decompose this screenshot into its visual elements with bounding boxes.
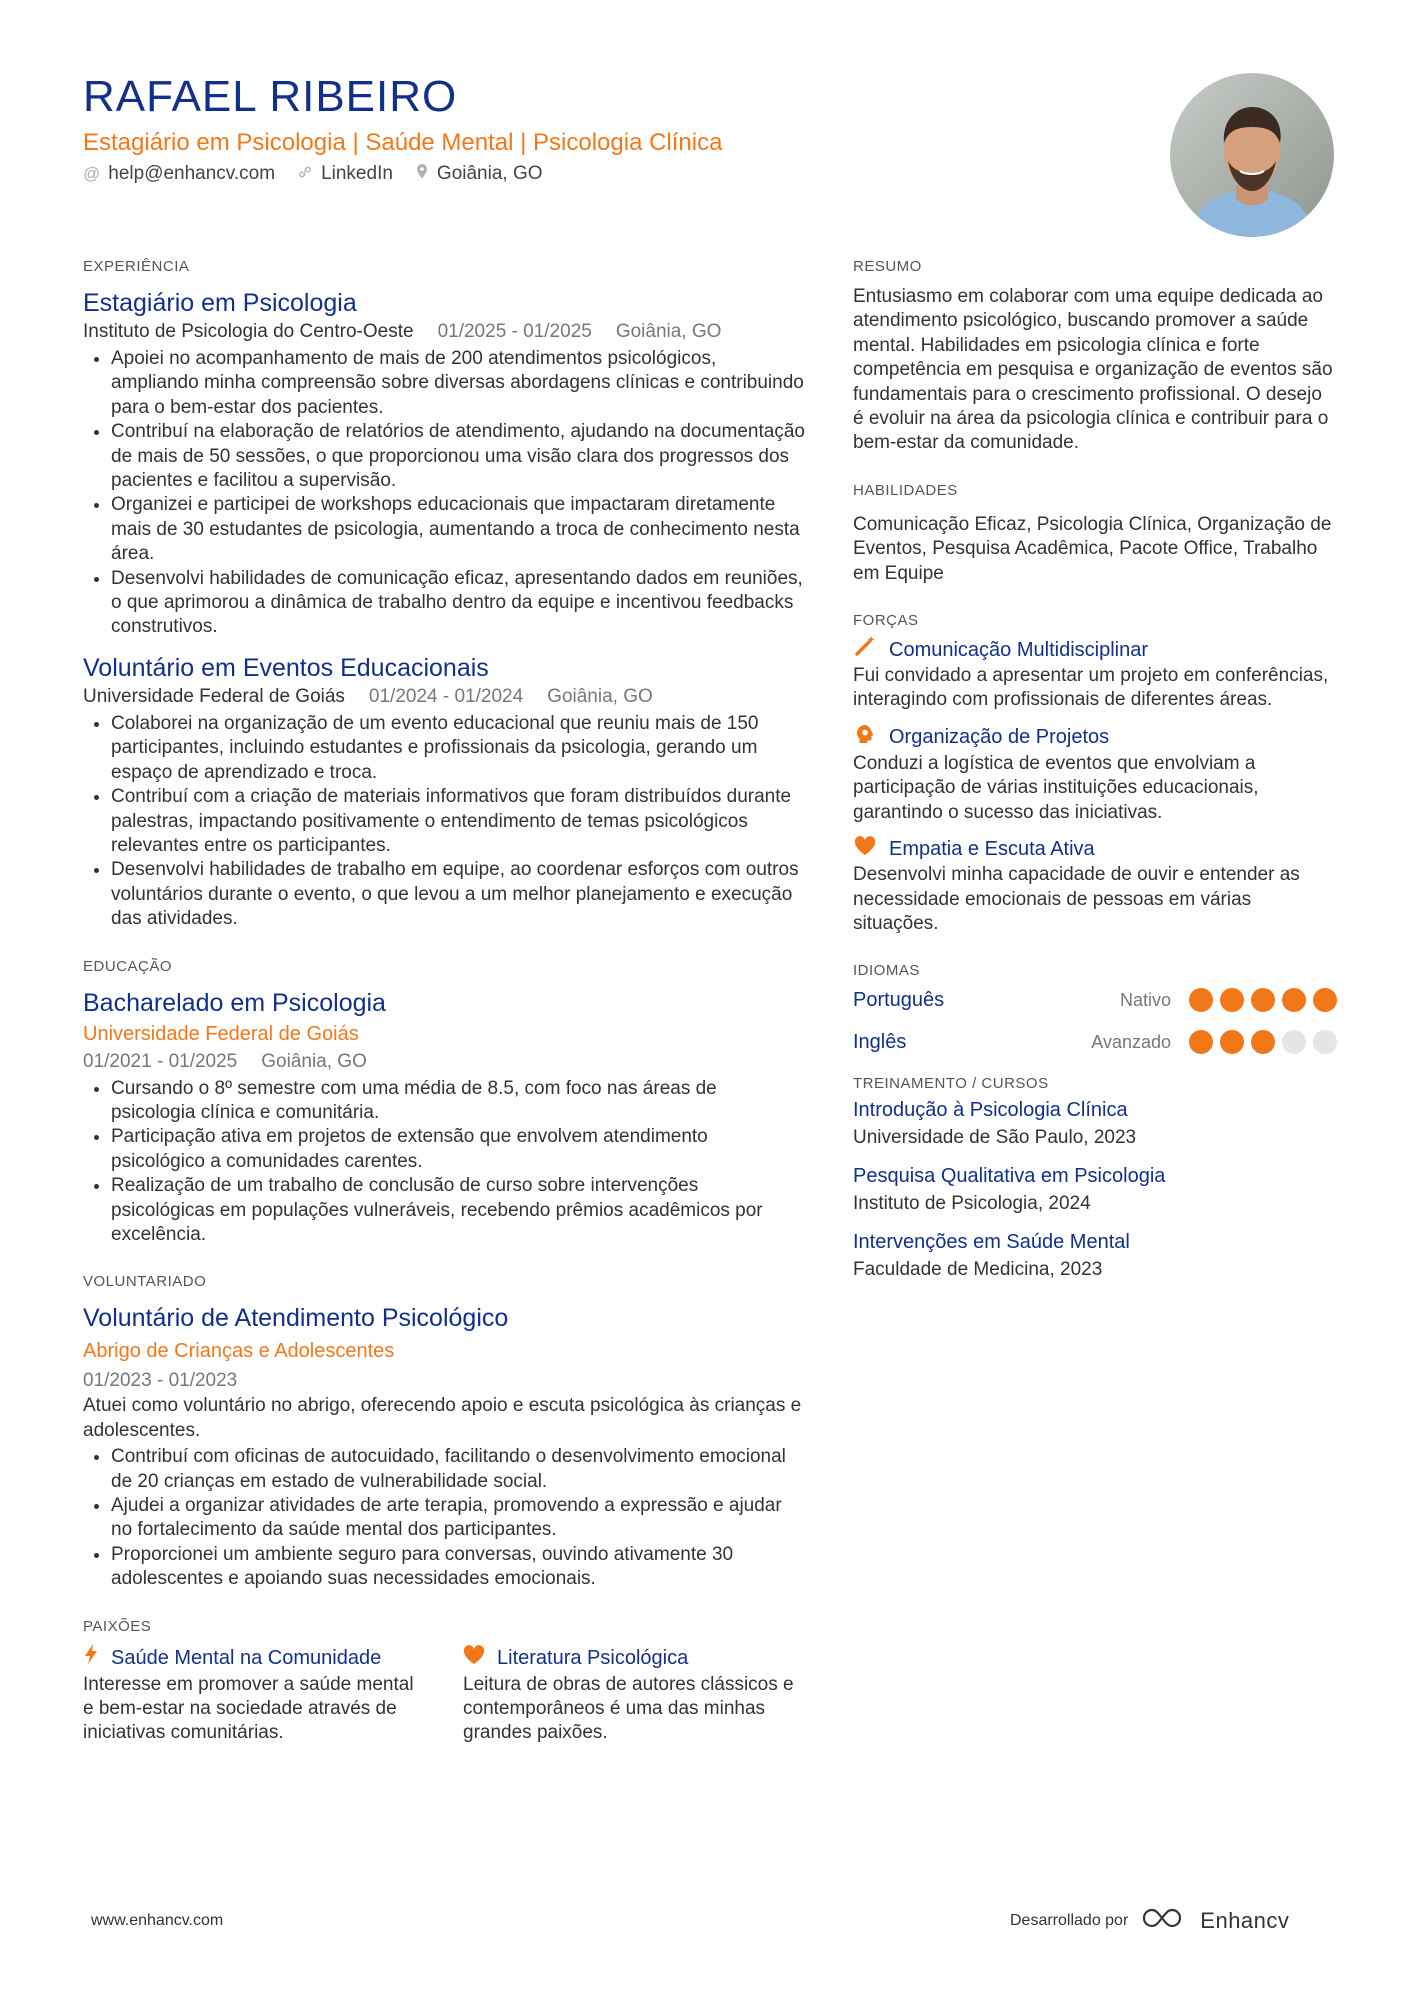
bolt-icon bbox=[83, 1643, 99, 1673]
job-title: Voluntário em Eventos Educacionais bbox=[83, 653, 489, 682]
bullet-item: • Cursando o 8º semestre com uma média de 8.5, com foco nas áreas de psicologia clínica e comunitária. bbox=[111, 1077, 805, 1126]
course-item bbox=[853, 1096, 1337, 1152]
course-item bbox=[853, 1162, 1337, 1218]
volunteer-description: Atuei como voluntário no abrigo, oferecendo apoio e escuta psicológica às crianças e adolescentes. bbox=[83, 1395, 802, 1441]
strength-item bbox=[853, 635, 1337, 713]
footer-brand bbox=[1010, 1906, 1289, 1935]
passion-text: Interesse em promover a saúde mental e bem-estar na sociedade através de iniciativas comunitárias. bbox=[83, 1673, 414, 1744]
contact-location bbox=[415, 163, 543, 185]
degree-title: Bacharelado em Psicologia bbox=[83, 988, 386, 1017]
rating-dot-filled bbox=[1251, 1030, 1275, 1054]
profile-photo bbox=[1170, 73, 1334, 237]
contact-bar bbox=[83, 163, 543, 185]
footer-powered-text: Desarrollado por bbox=[1010, 1911, 1129, 1929]
training-section bbox=[853, 1075, 1337, 1284]
strength-title bbox=[853, 635, 1337, 664]
section-title: EDUCAÇÃO bbox=[83, 957, 173, 975]
passions-list bbox=[83, 1643, 805, 1746]
passion-title bbox=[83, 1643, 423, 1673]
strength-title bbox=[853, 723, 1337, 752]
contact-location-text: Goiânia, GO bbox=[436, 163, 543, 184]
summary-section bbox=[853, 258, 1337, 456]
volunteer-bullets bbox=[83, 1445, 805, 1591]
strength-title-text: Empatia e Escuta Ativa bbox=[889, 838, 1095, 861]
magic-wand-icon bbox=[853, 635, 877, 664]
languages-section bbox=[853, 962, 1337, 1063]
footer-url[interactable]: www.enhancv.com bbox=[91, 1912, 224, 1929]
bullet-item: • Proporcionei um ambiente seguro para conversas, ouvindo ativamente 30 adolescentes e apoiando suas necessidades emocionais. bbox=[111, 1543, 805, 1592]
skills-section bbox=[853, 482, 1337, 586]
strength-item bbox=[853, 835, 1337, 936]
passion-title-text: Literatura Psicológica bbox=[497, 1646, 689, 1669]
section-title: FORÇAS bbox=[853, 612, 919, 630]
bullet-item: • Desenvolvi habilidades de comunicação eficaz, apresentando dados em reuniões, o que aprimorou a dinâmica de trabalho dentro da equipe e incentivou feedbacks construtivos. bbox=[111, 567, 805, 640]
language-rating bbox=[1189, 988, 1337, 1012]
strength-title bbox=[853, 835, 1337, 863]
heart-icon bbox=[463, 1643, 485, 1673]
volunteering-section bbox=[83, 1273, 805, 1591]
language-row bbox=[853, 979, 1337, 1021]
job-location: Goiânia, GO bbox=[547, 685, 653, 707]
job-meta bbox=[83, 684, 805, 710]
rating-dot-empty bbox=[1282, 1030, 1306, 1054]
section-title: VOLUNTARIADO bbox=[83, 1273, 207, 1291]
section-title: PAIXÕES bbox=[83, 1617, 152, 1635]
language-name: Inglês bbox=[853, 1030, 907, 1053]
job-bullets bbox=[83, 712, 805, 932]
section-title: EXPERIÊNCIA bbox=[83, 258, 190, 275]
course-institution: Instituto de Psicologia, 2024 bbox=[853, 1193, 1091, 1215]
bullet-item: • Contribuí com a criação de materiais informativos que foram distribuídos durante palestras, impactando positivamente o entendimento de temas psicológicos relevantes entre os participantes. bbox=[111, 785, 805, 858]
strength-title-text: Comunicação Multidisciplinar bbox=[889, 638, 1148, 661]
passion-item bbox=[83, 1643, 423, 1746]
right-column bbox=[853, 258, 1337, 1284]
education-dates: 01/2021 - 01/2025 bbox=[83, 1050, 238, 1072]
passion-text: Leitura de obras de autores clássicos e contemporâneos é uma das minhas grandes paixões. bbox=[463, 1673, 794, 1744]
rating-dot-filled bbox=[1282, 988, 1306, 1012]
bullet-item: • Realização de um trabalho de conclusão de curso sobre intervenções psicológicas em populações vulneráveis, recebendo prêmios acadêmicos por excelência. bbox=[111, 1174, 805, 1247]
job-org: Universidade Federal de Goiás bbox=[83, 685, 345, 707]
course-title: Intervenções em Saúde Mental bbox=[853, 1231, 1130, 1254]
passions-section bbox=[83, 1618, 805, 1746]
volunteer-dates: 01/2023 - 01/2023 bbox=[83, 1370, 238, 1392]
job-title: Estagiário em Psicologia bbox=[83, 289, 357, 317]
job-org: Instituto de Psicologia do Centro-Oeste bbox=[83, 321, 414, 342]
candidate-name: RAFAEL RIBEIRO bbox=[83, 72, 458, 121]
head-gear-icon bbox=[853, 723, 877, 752]
language-level: Nativo bbox=[1119, 989, 1171, 1010]
experience-entry bbox=[83, 652, 805, 932]
bullet-item: • Desenvolvi habilidades de trabalho em equipe, ao coordenar esforços com outros voluntários durante o evento, o que levou a um melhor planejamento e execução das atividades. bbox=[111, 858, 805, 931]
contact-linkedin-text: LinkedIn bbox=[321, 163, 393, 184]
section-title: HABILIDADES bbox=[853, 481, 958, 499]
bullet-item: • Colaborei na organização de um evento educacional que reuniu mais de 150 participantes, incluindo estudantes e profissionais da psicologia, gerando um espaço de aprendizado e troca. bbox=[111, 712, 805, 785]
enhancv-logo-icon bbox=[1140, 1906, 1188, 1935]
school-name: Universidade Federal de Goiás bbox=[83, 1022, 359, 1045]
strength-text: Conduzi a logística de eventos que envolviam a participação de várias instituições educacionais, garantindo o sucesso das iniciativas. bbox=[853, 752, 1259, 823]
rating-dot-filled bbox=[1189, 988, 1213, 1012]
bullet-item: • Apoiei no acompanhamento de mais de 200 atendimentos psicológicos, ampliando minha compreensão sobre diversas abordagens clínicas e contribuindo para o bem-estar dos pacientes. bbox=[111, 347, 805, 420]
section-title: TREINAMENTO / CURSOS bbox=[853, 1075, 1049, 1093]
bullet-item: • Ajudei a organizar atividades de arte terapia, promovendo a expressão e ajudar no fortalecimento da saúde mental dos participantes. bbox=[111, 1494, 805, 1543]
passion-item bbox=[463, 1643, 803, 1746]
volunteer-role: Voluntário de Atendimento Psicológico bbox=[83, 1304, 509, 1333]
link-icon bbox=[297, 164, 313, 185]
heart-icon bbox=[853, 835, 877, 863]
section-title: IDIOMAS bbox=[853, 962, 920, 980]
rating-dot-filled bbox=[1220, 1030, 1244, 1054]
rating-dot-filled bbox=[1220, 988, 1244, 1012]
bullet-item: • Contribuí na elaboração de relatórios de atendimento, ajudando na documentação de mais de 50 sessões, o que proporcionou uma visão clara dos progressos dos pacientes e facilitou a supervisão. bbox=[111, 420, 805, 493]
job-bullets bbox=[83, 347, 805, 640]
language-row bbox=[853, 1021, 1337, 1063]
course-title: Pesquisa Qualitativa em Psicologia bbox=[853, 1165, 1166, 1188]
strength-text: Desenvolvi minha capacidade de ouvir e entender as necessidade emocionais de pessoas em várias situações. bbox=[853, 864, 1300, 934]
language-rating bbox=[1189, 1030, 1337, 1054]
bullet-item: • Organizei e participei de workshops educacionais que impactaram diretamente mais de 30 estudantes de psicologia, aumentando a troca de conhecimento nesta área. bbox=[111, 493, 805, 566]
language-level: Avanzado bbox=[1091, 1031, 1171, 1052]
rating-dot-filled bbox=[1313, 988, 1337, 1012]
section-title: RESUMO bbox=[853, 258, 922, 275]
contact-linkedin[interactable] bbox=[297, 163, 393, 185]
at-icon: @ bbox=[83, 164, 101, 183]
candidate-headline: Estagiário em Psicologia | Saúde Mental | Psicologia Clínica bbox=[83, 129, 723, 156]
course-item bbox=[853, 1228, 1337, 1284]
passion-title-text: Saúde Mental na Comunidade bbox=[111, 1646, 382, 1669]
left-column bbox=[83, 258, 805, 1746]
volunteer-org: Abrigo de Crianças e Adolescentes bbox=[83, 1340, 395, 1363]
rating-dot-filled bbox=[1189, 1030, 1213, 1054]
summary-text: Entusiasmo em colaborar com uma equipe dedicada ao atendimento psicológico, buscando promover a saúde mental. Habilidades em psicologia clínica e forte competência em pesquisa e organização de eventos são fundamentais para o crescimento profissional. O desejo é evoluir na área da psicologia clínica e contribuir para o bem-estar da comunidade. bbox=[853, 286, 1333, 454]
course-title: Introdução à Psicologia Clínica bbox=[853, 1099, 1128, 1122]
strengths-section bbox=[853, 612, 1337, 936]
education-bullets bbox=[83, 1077, 805, 1248]
education-meta bbox=[83, 1049, 805, 1075]
strength-text: Fui convidado a apresentar um projeto em conferências, interagindo com profissionais de diferentes áreas. bbox=[853, 665, 1329, 711]
footer-brand-name: Enhancv bbox=[1200, 1907, 1290, 1933]
job-dates: 01/2025 - 01/2025 bbox=[437, 321, 592, 342]
education-location: Goiânia, GO bbox=[261, 1050, 367, 1072]
contact-email-text: help@enhancv.com bbox=[108, 163, 276, 184]
course-institution: Faculdade de Medicina, 2023 bbox=[853, 1259, 1103, 1281]
job-location: Goiânia, GO bbox=[615, 321, 722, 342]
bullet-item: • Participação ativa em projetos de extensão que envolvem atendimento psicológico a comunidades carentes. bbox=[111, 1125, 805, 1174]
pin-icon bbox=[415, 163, 429, 185]
strength-title-text: Organização de Projetos bbox=[889, 726, 1110, 749]
skills-text: Comunicação Eficaz, Psicologia Clínica, Organização de Eventos, Pesquisa Acadêmica, Pacote Office, Trabalho em Equipe bbox=[853, 513, 1332, 584]
job-dates: 01/2024 - 01/2024 bbox=[368, 685, 524, 707]
contact-email[interactable] bbox=[83, 163, 275, 185]
strength-item bbox=[853, 723, 1337, 825]
rating-dot-filled bbox=[1251, 988, 1275, 1012]
course-institution: Universidade de São Paulo, 2023 bbox=[853, 1127, 1137, 1149]
language-name: Português bbox=[853, 988, 945, 1011]
rating-dot-empty bbox=[1313, 1030, 1337, 1054]
experience-section bbox=[83, 258, 805, 932]
job-meta bbox=[83, 319, 805, 345]
passion-title bbox=[463, 1643, 803, 1673]
education-section bbox=[83, 958, 805, 1248]
experience-entry bbox=[83, 287, 805, 640]
bullet-item: • Contribuí com oficinas de autocuidado, facilitando o desenvolvimento emocional de 20 crianças em estado de vulnerabilidade social. bbox=[111, 1445, 805, 1494]
